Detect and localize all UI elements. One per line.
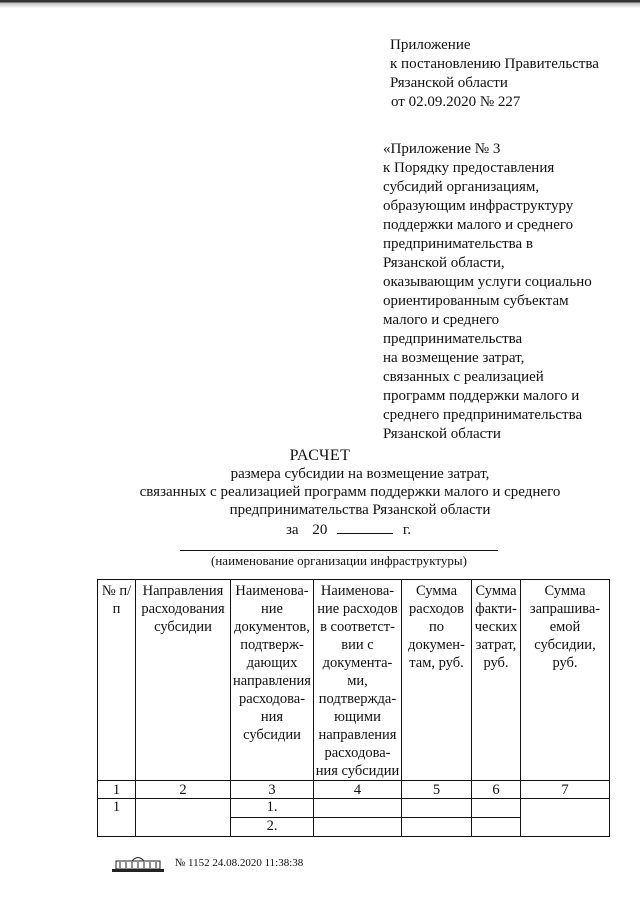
approval-line: Рязанской области [390,75,508,91]
column-number: 5 [402,781,472,799]
approval-block [390,36,599,112]
annex-line: связанных с реализацией [383,369,544,385]
stamp-text: № 1152 24.08.2020 11:38:38 [174,857,304,869]
approval-line: к постановлению Правительства [390,56,599,72]
annex-line: «Приложение № 3 [383,141,501,157]
annex-line: на возмещение затрат, [383,350,525,366]
registration-stamp [110,853,303,873]
table-row [98,799,610,818]
empty-cell [314,799,402,818]
header-cell: Направления расходования субсидии [136,580,231,781]
header-cell: Наименова-ние документов, подтверж-дающих направления расходова-ния субсидии [231,580,314,781]
annex-line: Рязанской области, [383,255,505,271]
empty-cell [521,799,610,837]
annex-line: поддержки малого и среднего [383,217,574,233]
organization-caption: (наименование организации инфраструктуры) [211,553,467,568]
document-subtitle: размера субсидии на возмещение затрат, [230,466,490,482]
empty-cell [402,799,472,818]
empty-cell [402,818,472,837]
year-blank [337,521,393,534]
annex-block [383,140,592,444]
scan-edge [0,0,640,10]
approval-line: Приложение [390,37,471,53]
header-cell: Сумма факти-ческих затрат, руб. [472,580,521,781]
empty-cell [136,799,231,837]
column-number-row [98,781,610,799]
annex-line: предпринимательства [383,331,523,347]
column-number: 1 [98,781,136,799]
annex-line: образующим инфраструктуру [383,198,574,214]
period-year: 20 [312,522,328,538]
header-cell: Сумма расходов по докумен-там, руб. [402,580,472,781]
header-cell: Сумма запрашива-емой субсидии, руб. [521,580,610,781]
government-building-icon [110,853,166,873]
document-subtitle: связанных с реализацией программ поддержки малого и среднего [139,484,561,500]
column-number: 2 [136,781,231,799]
annex-line: ориентированным субъектам [383,293,569,309]
annex-line: оказывающим услуги социально [383,274,592,290]
period-suffix: г. [402,522,412,538]
header-cell: № п/п [98,580,136,781]
document-subtitle: предпринимательства Рязанской области [229,502,491,518]
header-cell: Наименова-ние расходов в соответст-вии с документа-ми, подтвержда-ющими направления расходова-ния субсидии [314,580,402,781]
annex-line: малого и среднего [383,312,500,328]
annex-line: Рязанской области [383,426,501,442]
annex-line: субсидий организациям, [383,179,540,195]
period-line [286,521,411,539]
empty-cell [314,818,402,837]
organization-name-line [180,550,498,551]
approval-line: от 02.09.2020 № 227 [391,94,521,110]
document-item: 1. [231,799,314,818]
empty-cell [472,818,521,837]
column-number: 6 [472,781,521,799]
document-title: РАСЧЕТ [289,447,351,464]
table-header-row [98,580,610,781]
column-number: 4 [314,781,402,799]
column-number: 7 [521,781,610,799]
period-prefix: за [286,522,299,538]
empty-cell [472,799,521,818]
annex-line: среднего предпринимательства [383,407,583,423]
annex-line: к Порядку предоставления [383,160,555,176]
document-item: 2. [231,818,314,837]
row-index: 1 [98,799,136,837]
annex-line: программ поддержки малого и [383,388,580,404]
calculation-table [97,579,610,837]
column-number: 3 [231,781,314,799]
annex-line: предпринимательства в [383,236,534,252]
